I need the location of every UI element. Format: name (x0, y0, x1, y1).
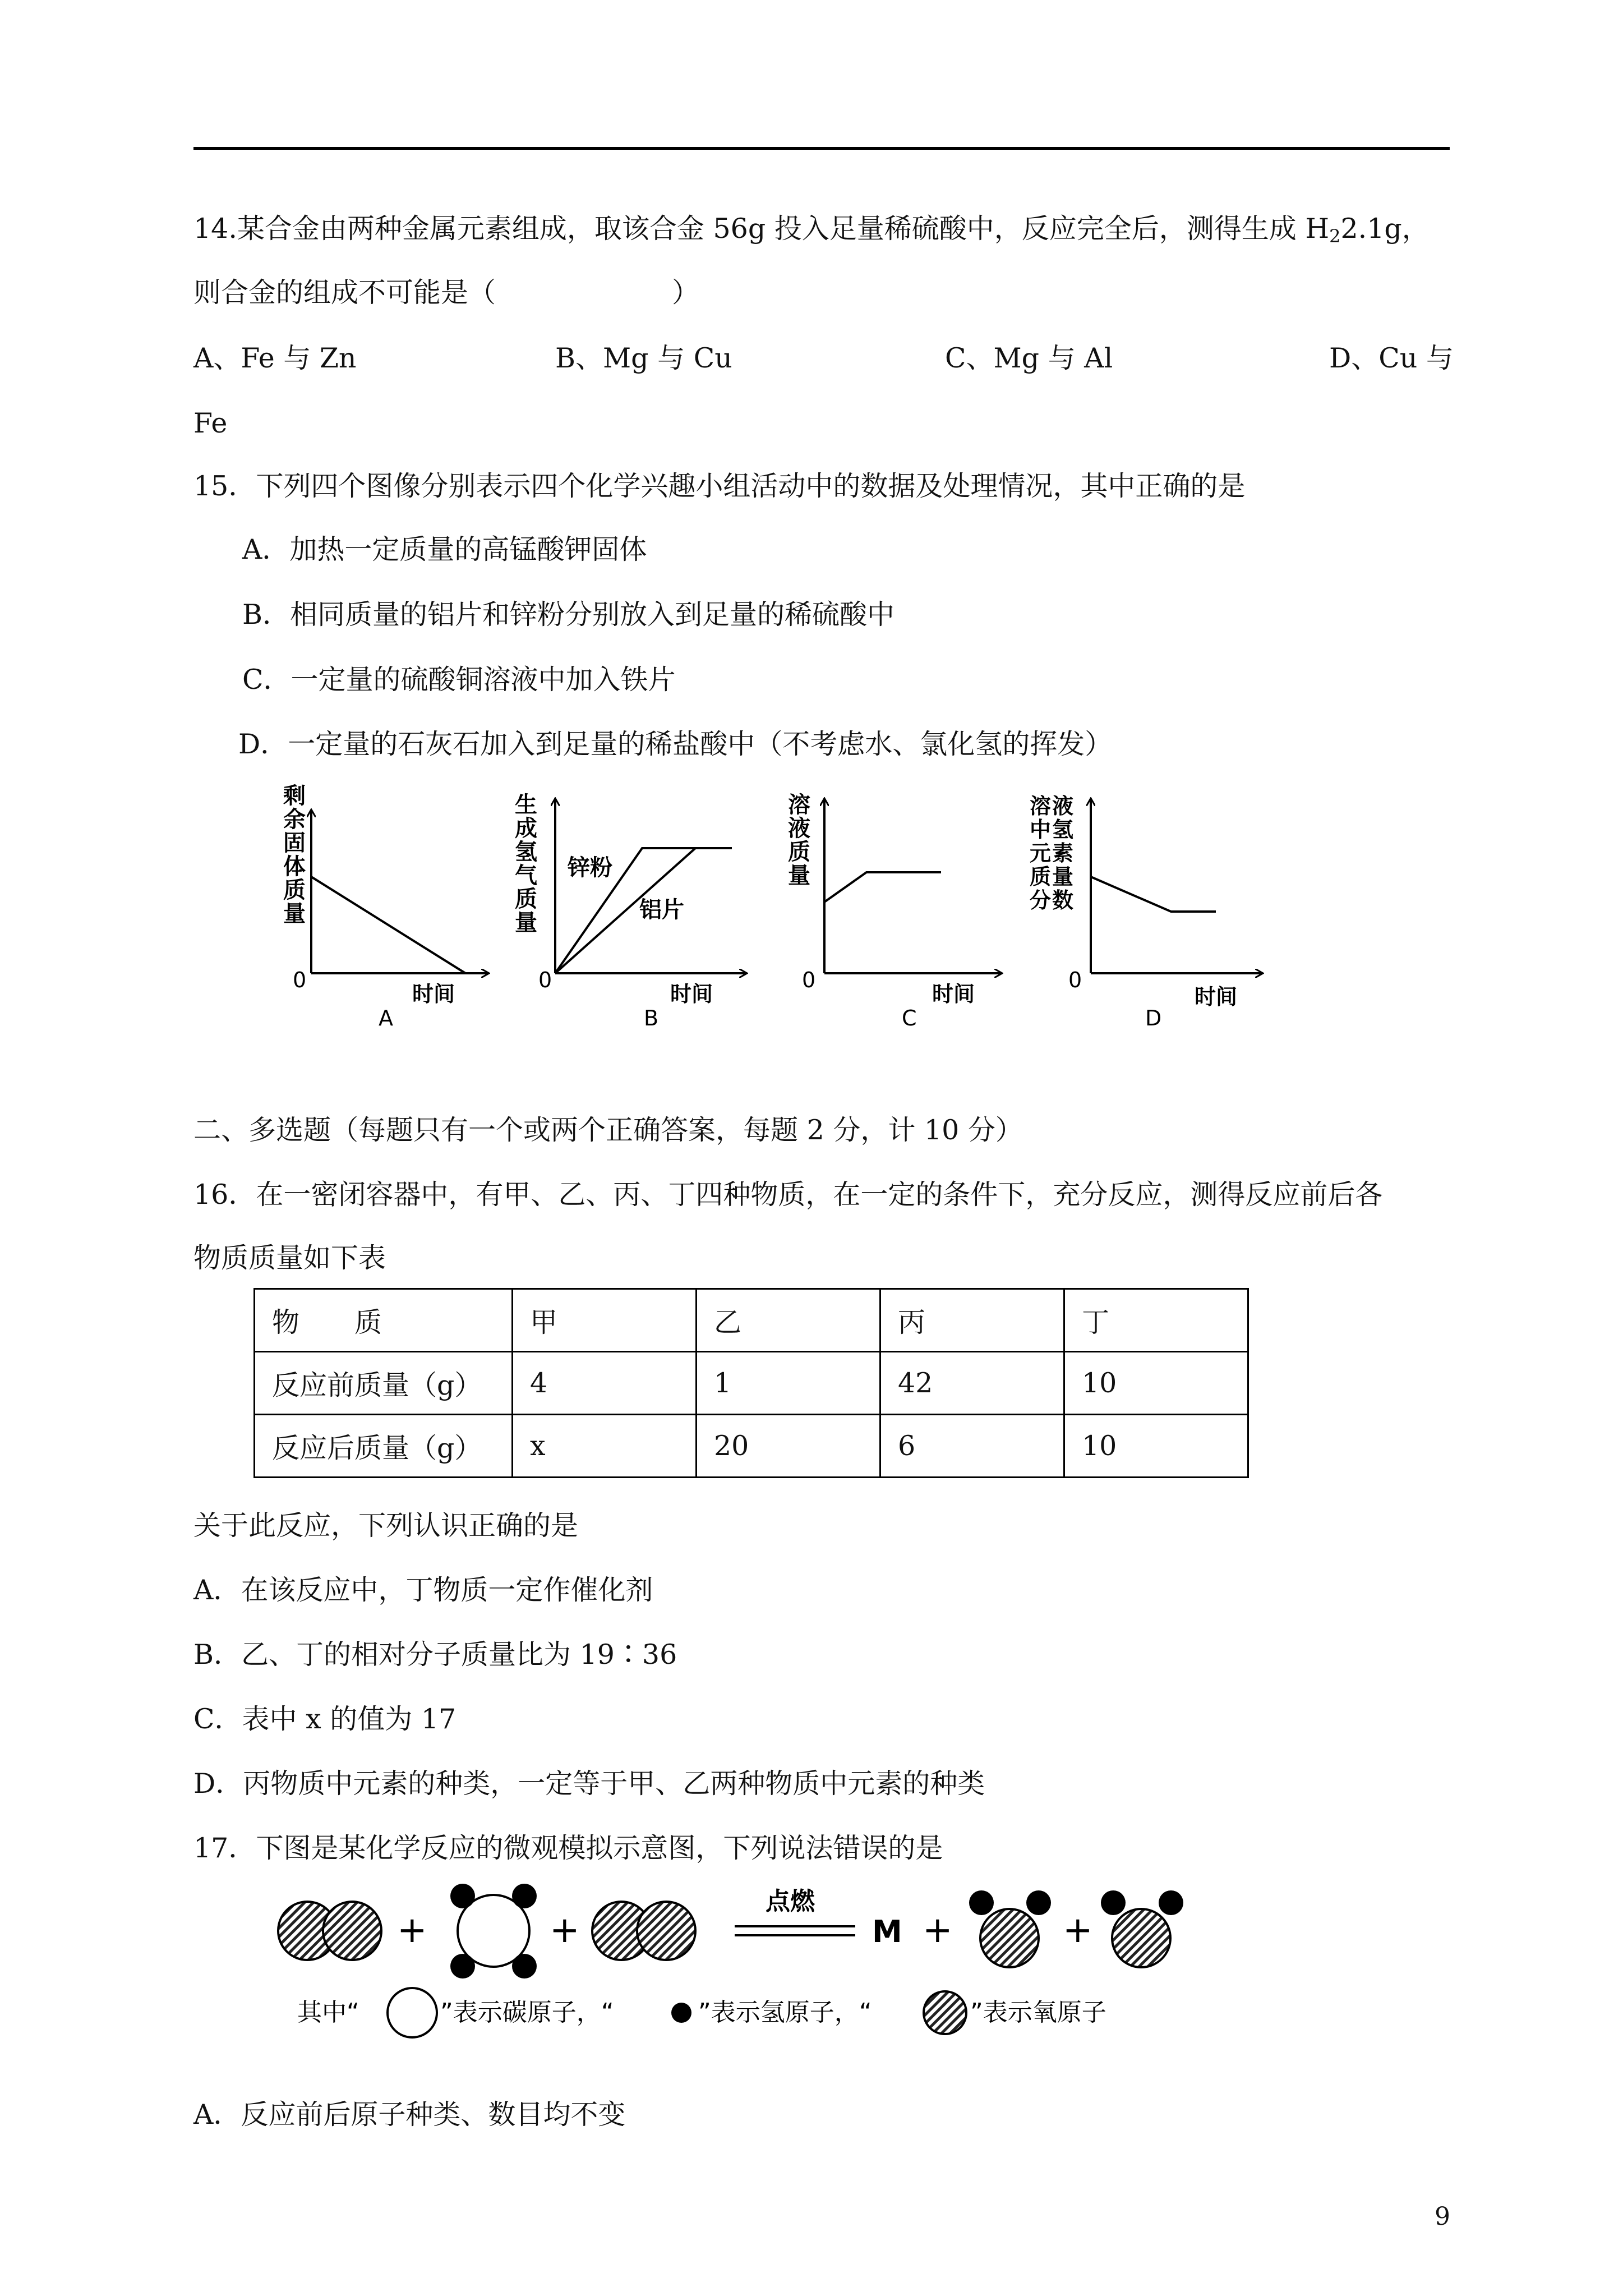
q14-option-b: B、Mg 与 Cu (555, 342, 732, 374)
oxygen-molecule-1 (278, 1902, 381, 1960)
methane-molecule (450, 1884, 537, 1978)
graph-c-ylabel: 溶 液 质 量 (788, 792, 810, 889)
graph-d-curve (1091, 877, 1216, 912)
graph-a-curve (311, 877, 465, 973)
q16-option-d: D．丙物质中元素的种类，一定等于甲、乙两种物质中元素的种类 (193, 1768, 985, 1800)
q17-option-a: A．反应前后原子种类、数目均不变 (193, 2099, 626, 2131)
graph-b-label-aluminum: 铝片 (639, 897, 684, 923)
table-cell: 反应前质量（g） (255, 1352, 513, 1415)
table-cell: 10 (1064, 1415, 1248, 1478)
plus-sign-4: + (1063, 1910, 1093, 1951)
water-molecule-2 (1101, 1890, 1183, 1967)
q16-mass-table (253, 1288, 1249, 1478)
q17-stem: 17．下图是某化学反应的微观模拟示意图，下列说法错误的是 (193, 1832, 943, 1864)
plus-sign-3: + (923, 1910, 953, 1951)
table-cell: 10 (1064, 1352, 1248, 1415)
q14-option-d-wrap: Fe (193, 407, 228, 439)
legend-carbon-text: ”表示碳原子，“ (440, 1998, 614, 2027)
q14-line1: 14.某合金由两种金属元素组成，取该合金 56g 投入足量稀硫酸中，反应完全后，测得生成 $H_22.1g$， (193, 213, 1430, 247)
water-molecule-1 (969, 1890, 1051, 1967)
graph-a-ylabel: 剩 余 固 体 质 量 (283, 783, 306, 927)
graph-d-caption: D (1145, 1006, 1162, 1030)
table-cell: 反应后质量（g） (255, 1415, 513, 1478)
q15-stem: 15．下列四个图像分别表示四个化学兴趣小组活动中的数据及处理情况，其中正确的是 (193, 470, 1246, 502)
legend-prefix: 其中“ (297, 1998, 359, 2027)
reaction-condition: 点燃 (766, 1887, 815, 1916)
table-header-cell: 物 质 (255, 1289, 513, 1352)
page-number: 9 (1435, 2202, 1450, 2231)
graph-d-xlabel: 时间 (1195, 984, 1238, 1009)
oxygen-molecule-2 (592, 1902, 695, 1960)
legend-hydrogen-text: ”表示氢原子，“ (698, 1998, 872, 2027)
graph-c (788, 792, 1001, 1030)
table-cell: 42 (880, 1352, 1064, 1415)
legend-hydrogen-atom (671, 2003, 691, 2023)
graph-a-xlabel: 时间 (412, 982, 455, 1006)
plus-sign-1: + (397, 1910, 427, 1951)
table-header-cell: 丁 (1064, 1289, 1248, 1352)
q15-option-b: B．相同质量的铝片和锌粉分别放入到足量的稀硫酸中 (242, 599, 895, 631)
q16-option-a: A．在该反应中，丁物质一定作催化剂 (193, 1574, 653, 1606)
table-header-cell: 乙 (697, 1289, 880, 1352)
table-cell: x (513, 1415, 697, 1478)
table-cell: 4 (513, 1352, 697, 1415)
table-header-row (255, 1289, 1248, 1352)
table-row (255, 1415, 1248, 1478)
graph-d-ylabel-col2: 液 氢 素 量 数 (1052, 794, 1074, 913)
q16-stem-line1: 16．在一密闭容器中，有甲、乙、丙、丁四种物质，在一定的条件下，充分反应，测得反应前后各 (193, 1179, 1383, 1211)
table-cell: 20 (697, 1415, 880, 1478)
section2-heading: 二、多选题（每题只有一个或两个正确答案，每题 2 分，计 10 分） (193, 1114, 1023, 1146)
product-m: M (872, 1914, 902, 1949)
graph-b-label-zinc: 锌粉 (568, 855, 612, 881)
q16-prompt: 关于此反应，下列认识正确的是 (193, 1510, 579, 1542)
graph-c-origin: 0 (802, 968, 816, 992)
q16-option-c: C．表中 x 的值为 17 (193, 1703, 457, 1735)
q16-option-b: B．乙、丁的相对分子质量比为 19∶36 (193, 1639, 677, 1671)
legend-oxygen-text: ”表示氧原子 (970, 1998, 1106, 2027)
graph-b-ylabel: 生 成 氢 气 质 量 (515, 792, 537, 936)
graph-a-caption: A (379, 1006, 393, 1030)
graph-b-caption: B (644, 1006, 659, 1030)
table-cell: 1 (697, 1352, 880, 1415)
q15-graphs (0, 0, 1623, 1066)
graph-b-xlabel: 时间 (670, 982, 713, 1006)
q14-option-d: D、Cu 与 (1329, 342, 1454, 374)
q14-line2-right: ） (672, 277, 700, 309)
graph-d-ylabel-col1: 溶 中 元 质 分 (1030, 794, 1052, 913)
table-header-cell: 甲 (513, 1289, 697, 1352)
graph-d-origin: 0 (1068, 968, 1082, 992)
plus-sign-2: + (550, 1910, 580, 1951)
legend-oxygen-atom (924, 1991, 966, 2034)
graph-b (515, 792, 746, 1030)
q15-option-d: D．一定量的石灰石加入到足量的稀盐酸中（不考虑水、氯化氢的挥发） (238, 728, 1113, 760)
q15-option-a: A．加热一定质量的高锰酸钾固体 (242, 533, 647, 565)
q15-option-c: C．一定量的硫酸铜溶液中加入铁片 (242, 664, 676, 696)
graph-c-xlabel: 时间 (932, 982, 975, 1006)
q17-reaction-diagram (0, 1874, 1623, 2064)
graph-a (283, 783, 488, 1030)
q14-line2-left: 则合金的组成不可能是（ (193, 277, 496, 309)
q14-option-a: A、Fe 与 Zn (193, 342, 357, 374)
table-header-cell: 丙 (880, 1289, 1064, 1352)
table-cell: 6 (880, 1415, 1064, 1478)
graph-c-caption: C (902, 1006, 917, 1030)
graph-a-origin: 0 (293, 968, 307, 992)
table-row (255, 1352, 1248, 1415)
q14-option-c: C、Mg 与 Al (945, 342, 1113, 374)
legend-carbon-atom (388, 1988, 437, 2037)
graph-b-origin: 0 (538, 968, 552, 992)
q16-stem-line2: 物质质量如下表 (193, 1242, 386, 1274)
graph-d (1030, 794, 1262, 1030)
graph-c-curve (824, 872, 941, 902)
